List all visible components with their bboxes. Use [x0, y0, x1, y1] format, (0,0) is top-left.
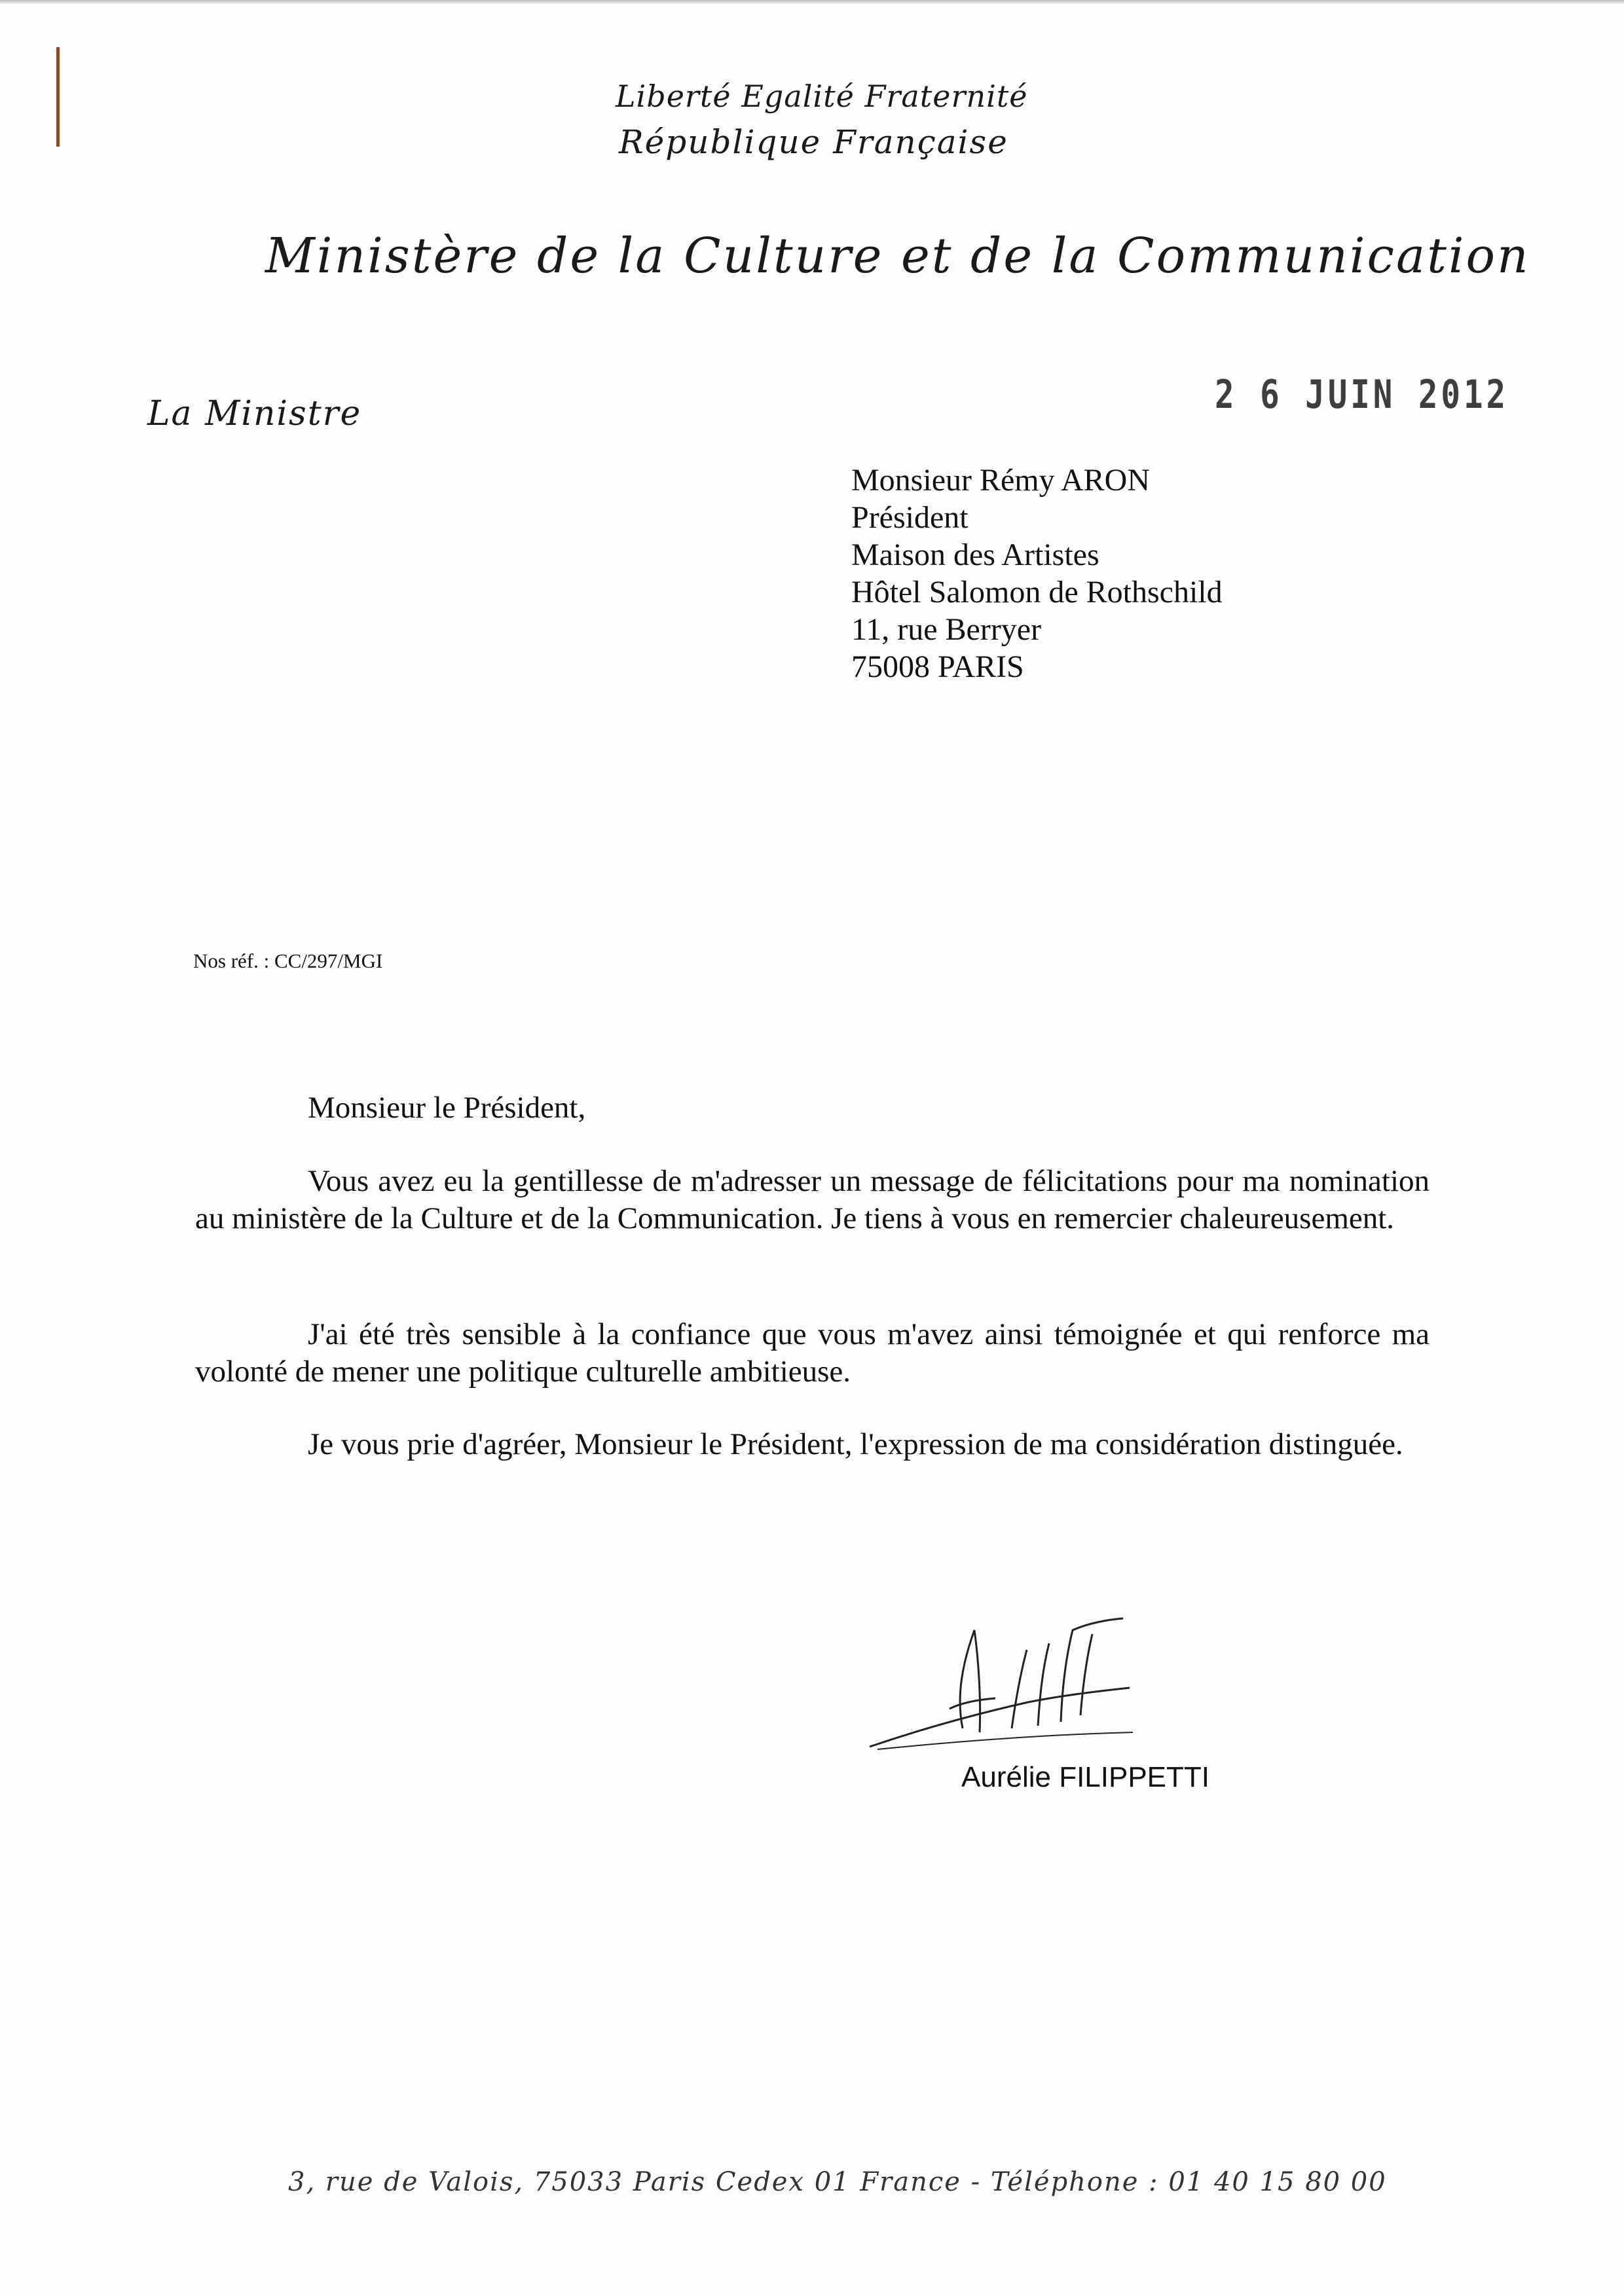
recipient-street: 11, rue Berryer: [851, 612, 1042, 647]
paragraph-text: J'ai été très sensible à la confiance que vous m'avez ainsi témoignée et qui renforce ma volonté de mener une politique culturelle ambitieuse.: [195, 1317, 1430, 1389]
recipient-name: Monsieur Rémy ARON: [851, 463, 1150, 498]
footer-address: 3, rue de Valois, 75033 Paris Cedex 01 France - Téléphone : 01 40 15 80 00: [288, 2167, 1387, 2197]
minister-title: La Ministre: [147, 394, 362, 433]
margin-mark: [56, 47, 60, 147]
handwritten-signature: [864, 1604, 1139, 1761]
body-paragraph-1: [195, 1163, 1430, 1237]
date-stamp: 2 6 JUIN 2012: [1215, 372, 1509, 418]
paragraph-text: Vous avez eu la gentillesse de m'adresser un message de félicitations pour ma nomination au ministère de la Culture et de la Communication. Je tiens à vous en remercier chaleureusement.: [195, 1164, 1430, 1235]
recipient-organization: Maison des Artistes: [851, 538, 1099, 572]
recipient-address: [851, 462, 1223, 685]
body-paragraph-2: [195, 1316, 1430, 1391]
letterhead-republic: République Française: [619, 123, 1008, 161]
letterhead-motto: Liberté Egalité Fraternité: [616, 79, 1028, 114]
body-paragraph-3: [195, 1426, 1430, 1463]
recipient-city: 75008 PARIS: [851, 649, 1024, 684]
salutation: Monsieur le Président,: [308, 1091, 586, 1125]
letterhead-ministry: Ministère de la Culture et de la Communication: [265, 228, 1530, 284]
signer-name: Aurélie FILIPPETTI: [961, 1761, 1210, 1793]
recipient-role: Président: [851, 500, 969, 535]
reference-number: Nos réf. : CC/297/MGI: [193, 949, 383, 972]
scan-top-edge: [0, 0, 1624, 4]
paragraph-text: Je vous prie d'agréer, Monsieur le Président, l'expression de ma considération distinguée.: [308, 1427, 1403, 1461]
recipient-building: Hôtel Salomon de Rothschild: [851, 575, 1223, 610]
